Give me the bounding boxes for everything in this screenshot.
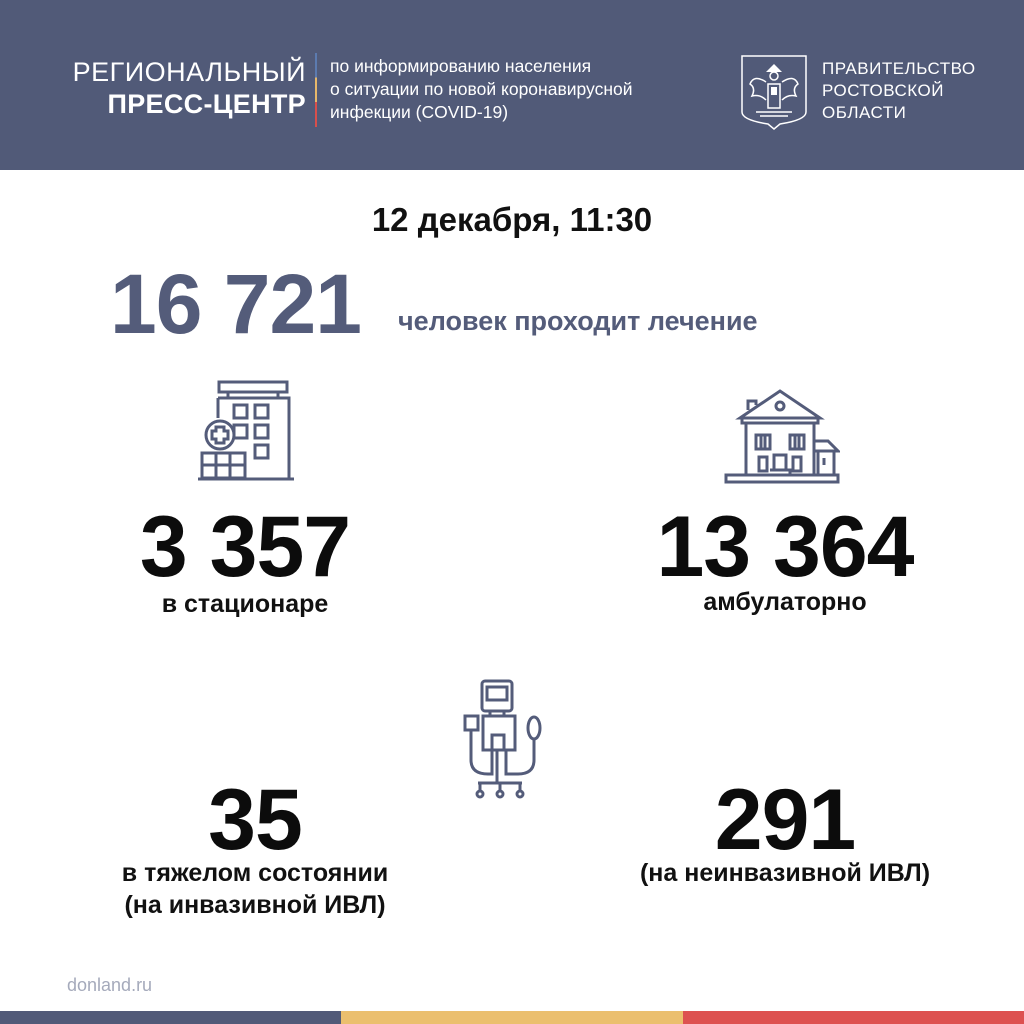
header-subtitle: [330, 55, 633, 124]
ventilator-icon: [460, 678, 550, 800]
invasive-ventilation-label: [65, 857, 445, 921]
hospital-label: в стационаре: [161, 590, 329, 618]
gov-line: ОБЛАСТИ: [822, 103, 907, 122]
stripe-yellow: [341, 1011, 683, 1024]
subtitle-line: по информированию населения: [330, 56, 592, 76]
hospital-count: 3 357: [139, 499, 351, 595]
total-in-treatment-value: 16 721: [110, 257, 361, 351]
header-banner: [0, 0, 1024, 170]
outpatient-count: 13 364: [656, 499, 914, 595]
report-date: 12 декабря, 11:30: [371, 201, 653, 238]
hospital-icon: [198, 378, 294, 482]
brand-line-1: РЕГИОНАЛЬНЫЙ: [72, 57, 306, 87]
website-link[interactable]: donland.ru: [67, 975, 153, 995]
noninvasive-ventilation-label: (на неинвазивной ИВЛ): [639, 859, 931, 887]
label-line: (на инвазивной ИВЛ): [124, 891, 386, 919]
coat-of-arms-icon: [740, 54, 808, 130]
gov-line: РОСТОВСКОЙ: [822, 81, 944, 100]
stripe-blue: [0, 1011, 341, 1024]
label-line: в тяжелом состоянии: [121, 859, 389, 887]
subtitle-line: инфекции (COVID-19): [330, 102, 509, 122]
government-name: [822, 58, 976, 124]
brand-line-2: ПРЕСС-ЦЕНТР: [107, 89, 306, 119]
noninvasive-ventilation-count: 291: [714, 772, 856, 868]
subtitle-line: о ситуации по новой коронавирусной: [330, 79, 633, 99]
house-icon: [724, 385, 840, 485]
invasive-ventilation-count: 35: [208, 772, 302, 868]
tricolor-divider: [315, 53, 317, 127]
press-center-brand: [73, 56, 306, 120]
outpatient-label: амбулаторно: [703, 588, 867, 616]
total-in-treatment-label: человек проходит лечение: [398, 306, 758, 336]
gov-line: ПРАВИТЕЛЬСТВО: [822, 59, 976, 78]
stripe-red: [683, 1011, 1024, 1024]
